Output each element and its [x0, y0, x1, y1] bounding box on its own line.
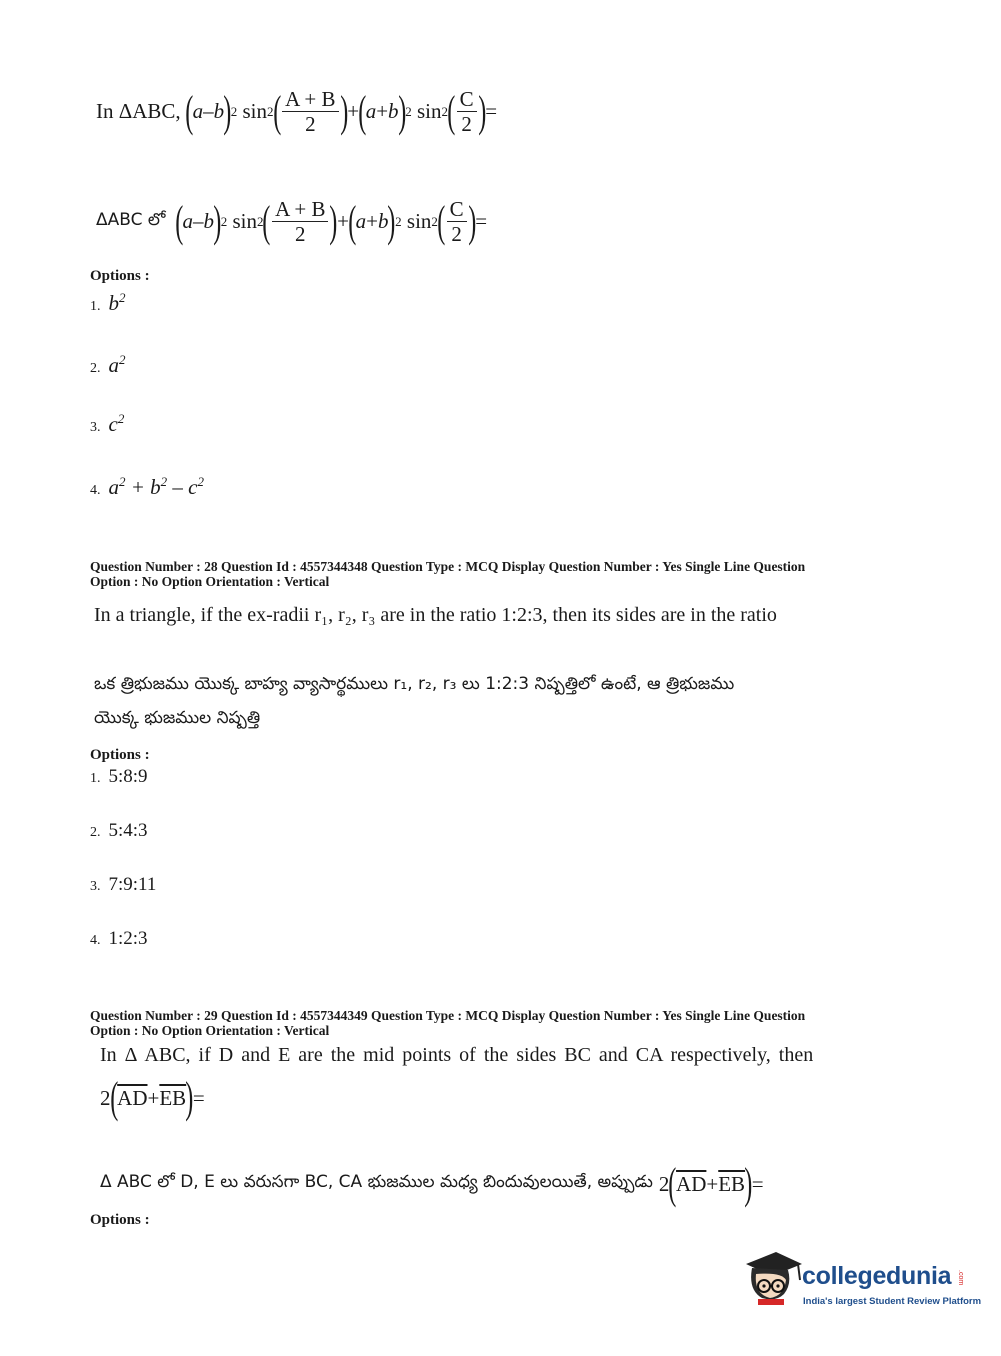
frac-num: C — [457, 88, 477, 112]
q29-meta — [90, 1008, 890, 1038]
q27-telugu-expression: ΔABC లో ( a – b ) 2 sin 2 ( $\frac{A + B}{2}$ ) + ( a + b ) 2 sin 2 ( $\frac{C}{2}$ ) = — [96, 196, 488, 246]
frac-num: A + B — [282, 88, 338, 112]
exp: 2 — [256, 213, 264, 229]
exp: 2 — [431, 213, 438, 229]
q29-telugu-text: Δ ABC లో D, E లు వరుసగా BC, CA భుజముల మధ్య బిందువులయితే, అప్పుడు — [100, 1172, 653, 1192]
q28-option-3[interactable] — [90, 874, 156, 896]
frac-den: 2 — [451, 222, 462, 246]
q29-meta-line1: Question Number : 29 Question Id : 4557344349 Question Type : MCQ Display Question Number : Yes Single Line Question — [90, 1008, 806, 1023]
q28-meta-line2: Option : No Option Orientation : Vertical — [90, 574, 330, 589]
exp: 2 — [441, 103, 448, 119]
fraction-c-over-2 — [447, 198, 467, 245]
var-a: a — [365, 99, 377, 123]
q28-telugu-text-line1: ఒక త్రిభుజము యొక్క బాహ్య వ్యాసార్థములు r₁, r₂, r₃ లు 1:2:3 నిష్పత్తిలో ఉంటే, ఆ త్రిభుజము — [94, 674, 735, 694]
op-plus: + — [337, 209, 349, 233]
option-value: $a^2 + b^2 - c^2$ — [108, 474, 204, 499]
option-value: $a^2$ — [108, 352, 126, 377]
var-b: b — [377, 209, 389, 233]
option-number: 1. — [90, 771, 101, 786]
op-equals: = — [751, 1171, 764, 1196]
q28-options-label: Options : — [90, 747, 150, 763]
fraction-a-plus-b-over-2 — [282, 88, 338, 135]
sin: sin — [406, 209, 432, 233]
option-value: 1:2:3 — [108, 928, 148, 949]
op-plus: + — [366, 209, 378, 233]
logo-com: .com — [957, 1270, 964, 1286]
vector-ad: $\overline{AD}$ — [676, 1171, 707, 1196]
option-number: 1. — [90, 299, 101, 314]
mascot-icon — [742, 1250, 804, 1312]
var-b: b — [388, 99, 399, 123]
vector-eb: $\overline{EB}$ — [718, 1171, 746, 1196]
q27-option-4[interactable] — [90, 474, 204, 500]
option-number: 4. — [90, 483, 101, 498]
q28-option-1[interactable] — [90, 766, 148, 788]
op-minus: – — [193, 209, 204, 233]
vector-eb: $\overline{EB}$ — [159, 1085, 187, 1110]
frac-num: C — [447, 198, 467, 222]
op-equals: = — [192, 1085, 205, 1110]
op-plus: + — [706, 1171, 719, 1196]
op-minus: – — [203, 99, 214, 123]
fraction-a-plus-b-over-2 — [272, 198, 328, 245]
exp: 2 — [267, 103, 274, 119]
exp: 2 — [220, 213, 228, 229]
sin: sin — [232, 209, 257, 233]
var-a: a — [182, 209, 194, 233]
op-plus: + — [347, 99, 360, 123]
option-value: 7:9:11 — [108, 874, 157, 895]
op-plus: + — [376, 99, 389, 123]
var-a: a — [355, 209, 367, 233]
option-number: 3. — [90, 420, 101, 435]
option-number: 2. — [90, 361, 101, 376]
q29-telugu-line — [100, 1159, 764, 1208]
var-b: b — [203, 209, 215, 233]
coef: 2 — [658, 1171, 670, 1196]
q28-option-4[interactable] — [90, 928, 148, 950]
op-equals: = — [475, 209, 488, 233]
collegedunia-logo — [742, 1250, 982, 1320]
q29-english-text: In Δ ABC, if D and E are the mid points of the sides BC and CA respectively, then — [100, 1044, 814, 1066]
frac-den: 2 — [305, 112, 316, 136]
option-value: 5:4:3 — [108, 820, 148, 841]
vector-ad: $\overline{AD}$ — [117, 1085, 148, 1110]
option-number: 4. — [90, 933, 101, 948]
frac-num: A + B — [272, 198, 328, 222]
q28-telugu-text-line2: యొక్క భుజముల నిష్పత్తి — [94, 708, 261, 728]
q27-option-2[interactable] — [90, 352, 126, 378]
q28-meta-line1: Question Number : 28 Question Id : 4557344348 Question Type : MCQ Display Question Number : Yes Single Line Question — [90, 559, 806, 574]
exp: 2 — [405, 103, 412, 119]
option-value: $b^2$ — [108, 290, 126, 315]
q27-english-expression: In ΔABC, ( a – b ) 2 sin 2 ( $\frac{A + B}{2}$ ) + ( a + b ) 2 sin 2 ( $\frac{C}{2}$ ) = — [96, 86, 498, 136]
logo-tagline: India's largest Student Review Platform — [803, 1296, 982, 1307]
option-number: 2. — [90, 825, 101, 840]
var-b: b — [213, 99, 225, 123]
q27-options-label: Options : — [90, 268, 150, 284]
q29-telugu-expression: 2 ( $\overline{AD}$ + $\overline{EB}$ ) = — [658, 1159, 764, 1208]
exp: 2 — [230, 103, 238, 119]
q29-english-expression: 2 ( $\overline{AD}$ + $\overline{EB}$ ) = — [100, 1073, 205, 1122]
q27-en-prefix: In ΔABC, — [96, 99, 181, 123]
q28-option-2[interactable] — [90, 820, 148, 842]
exp: 2 — [395, 213, 402, 229]
q27-te-prefix: ΔABC లో — [96, 209, 166, 230]
op-equals: = — [485, 99, 498, 123]
coef: 2 — [100, 1085, 111, 1110]
q27-option-3[interactable] — [90, 411, 124, 437]
fraction-c-over-2 — [457, 88, 477, 135]
sin: sin — [416, 99, 442, 123]
q29-options-label: Options : — [90, 1212, 150, 1228]
frac-den: 2 — [295, 222, 306, 246]
var-a: a — [192, 99, 204, 123]
option-value: $c^2$ — [108, 411, 125, 436]
logo-name: collegedunia — [802, 1262, 952, 1290]
q27-option-1[interactable] — [90, 290, 126, 316]
op-plus: + — [147, 1085, 160, 1110]
q29-meta-line2: Option : No Option Orientation : Vertical — [90, 1023, 330, 1038]
frac-den: 2 — [461, 112, 472, 136]
q28-meta — [90, 559, 890, 589]
sin: sin — [242, 99, 268, 123]
option-number: 3. — [90, 879, 101, 894]
option-value: 5:8:9 — [108, 766, 148, 787]
q28-english-text: In a triangle, if the ex-radii r₁, r₂, r₃ are in the ratio 1:2:3, then its sides are in the ratio — [94, 604, 777, 626]
